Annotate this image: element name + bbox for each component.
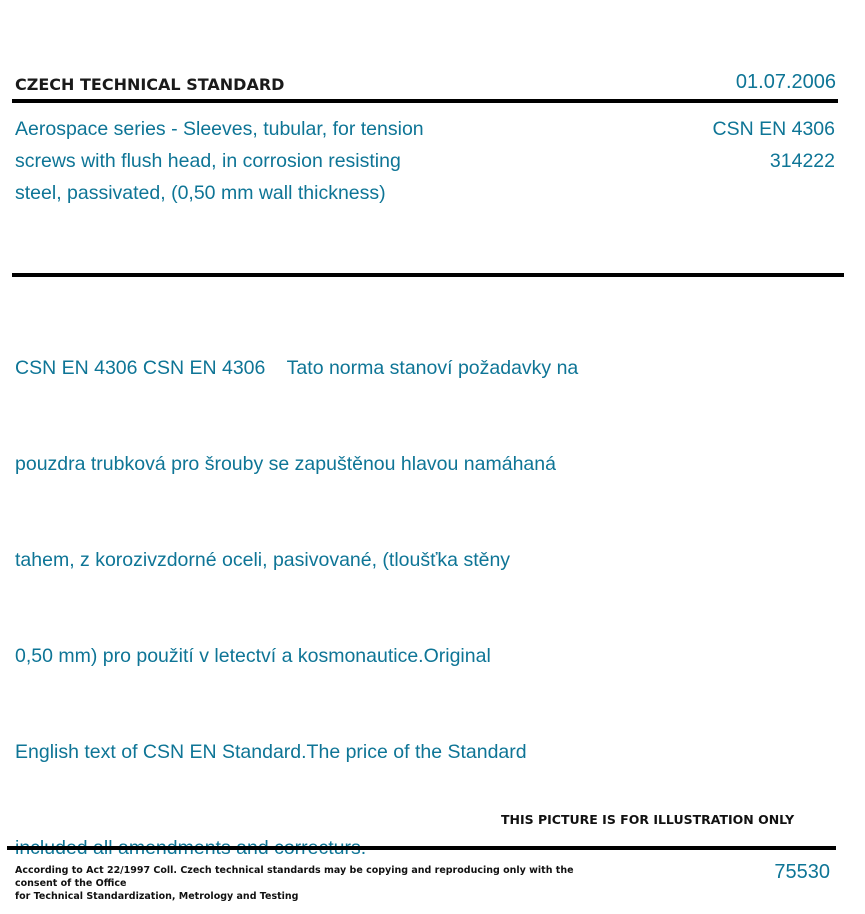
standard-title-line: screws with flush head, in corrosion resisting: [15, 150, 401, 172]
document-type-label: CZECH TECHNICAL STANDARD: [15, 75, 285, 94]
description-line: English text of CSN EN Standard.The price of the Standard: [15, 741, 527, 763]
legal-notice-line: for Technical Standardization, Metrology and Testing: [15, 891, 299, 902]
illustration-note: THIS PICTURE IS FOR ILLUSTRATION ONLY: [501, 812, 795, 827]
standard-identifiers: [713, 113, 835, 177]
description-line: CSN EN 4306 CSN EN 4306 Tato norma stanoví požadavky na: [15, 357, 579, 379]
description-line: 0,50 mm) pro použití v letectví a kosmonautice.Original: [15, 645, 491, 667]
standard-description: [15, 288, 650, 896]
catalog-number: 75530: [774, 861, 830, 883]
standard-number: 314222: [769, 150, 835, 172]
bottom-divider: [7, 846, 836, 850]
publication-date: 01.07.2006: [735, 71, 836, 93]
standard-title-line: Aerospace series - Sleeves, tubular, for tension: [15, 118, 424, 140]
standard-code: CSN EN 4306: [712, 118, 835, 140]
top-divider: [12, 99, 838, 103]
description-line: pouzdra trubková pro šrouby se zapuštěnou hlavou namáhaná: [15, 453, 556, 475]
standard-title: [15, 113, 485, 209]
legal-notice-line: According to Act 22/1997 Coll. Czech technical standards may be copying and reproducing only with the consent of the Office: [15, 865, 574, 889]
standard-title-line: steel, passivated, (0,50 mm wall thickness): [15, 182, 386, 204]
legal-notice: [15, 864, 585, 903]
middle-divider: [12, 273, 844, 277]
description-line: tahem, z korozivzdorné oceli, pasivované, (tloušťka stěny: [15, 549, 511, 571]
